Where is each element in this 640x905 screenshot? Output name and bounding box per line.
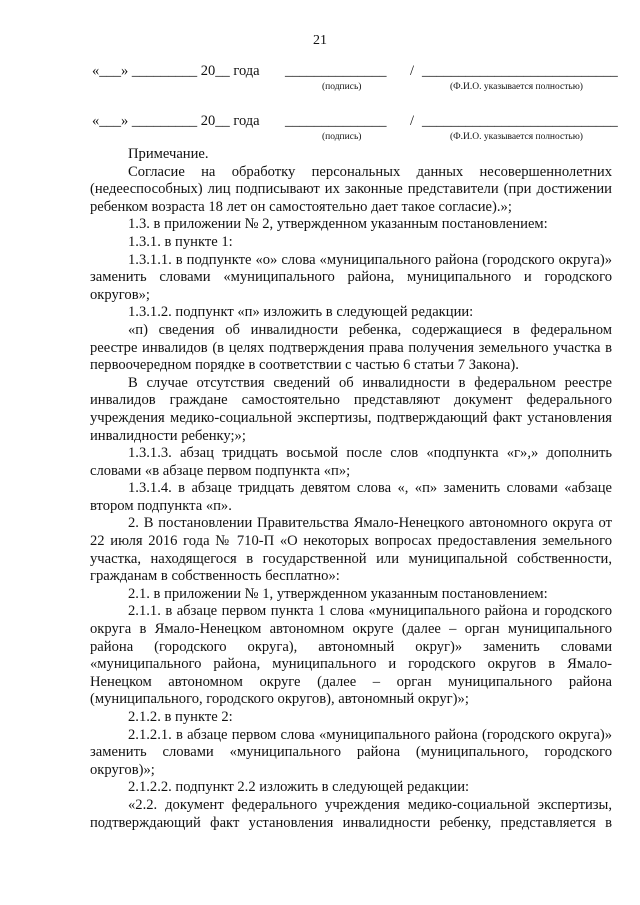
paragraph: 1.3.1.4. в абзаце тридцать девятом слова «, «п» заменить словами «абзаце втором подпункта «п».	[90, 480, 612, 514]
name-caption: (Ф.И.О. указывается полностью)	[450, 132, 583, 142]
slash: /	[410, 63, 415, 79]
paragraph: 1.3.1.2. подпункт «п» изложить в следующей редакции:	[128, 304, 474, 321]
paragraph: 1.3.1.1. в подпункте «о» слова «муниципального района (городского округа)» заменить словами «муниципального района, муниципального и городского округов»;	[90, 251, 612, 303]
paragraph: Примечание.	[128, 146, 209, 162]
name-blank: ___________________________	[422, 113, 618, 129]
paragraph: 2.1.1. в абзаце первом пункта 1 слова «муниципального района и городского округа в Ямало-Ненецком автономном округе (далее – орган муниципального района (городского округа), автономный округ)» заменить словами «муниципального района, муниципального и городского округов в Ямало-Ненецком автономном округе (далее – орган муниципального района (муниципального, городского округов), автономный округ)»;	[90, 603, 612, 708]
paragraph: «п) сведения об инвалидности ребенка, содержащиеся в федеральном реестре инвалидов (в целях подтверждения права получения земельного участка в первоочередном порядке в соответствии с частью 6 статьи 7 Закона).	[90, 321, 612, 374]
paragraph: 1.3.1.3. абзац тридцать восьмой после слов «подпункта «г»,» дополнить словами «в абзаце первом подпункта «п»;	[90, 445, 612, 479]
signature-caption: (подпись)	[322, 132, 362, 142]
date-template: «___» _________ 20__ года	[92, 113, 260, 129]
paragraph: 2.1.2.1. в абзаце первом слова «муниципального района (городского округа)» заменить словами «муниципального района (муниципального, городского округов)»;	[90, 726, 612, 778]
paragraph: Согласие на обработку персональных данных несовершеннолетних (недееспособных) лиц подписывают их законные представители (при достижении ребенком возраста 18 лет он самостоятельно дает такое согласие).»;	[90, 163, 612, 215]
name-blank: ___________________________	[422, 63, 618, 79]
page-number: 21	[313, 33, 327, 48]
signature-blank: ______________	[285, 113, 387, 129]
document-body	[90, 146, 612, 832]
paragraph: 2. В постановлении Правительства Ямало-Ненецкого автономного округа от 22 июля 2016 года № 710-П «О некоторых вопросах предоставления земельного участка, находящегося в государственной или муниципальной собственности, гражданам в собственность бесплатно»:	[90, 515, 612, 585]
name-caption: (Ф.И.О. указывается полностью)	[450, 82, 583, 92]
paragraph: 1.3.1. в пункте 1:	[128, 233, 233, 250]
paragraph: 2.1.2. в пункте 2:	[128, 709, 233, 725]
paragraph: 1.3. в приложении № 2, утвержденном указанным постановлением:	[128, 216, 548, 233]
paragraph: 2.1.2.2. подпункт 2.2 изложить в следующей редакции:	[128, 779, 470, 796]
paragraph: В случае отсутствия сведений об инвалидности в федеральном реестре инвалидов граждане самостоятельно представляют документ федерального учреждения медико-социальной экспертизы, подтверждающий факт установления инвалидности ребенку;»;	[90, 374, 612, 444]
signature-line-1	[92, 63, 618, 103]
signature-caption: (подпись)	[322, 82, 362, 92]
slash: /	[410, 113, 415, 129]
paragraph: 2.1. в приложении № 1, утвержденном указанным постановлением:	[128, 585, 548, 602]
signature-blank: ______________	[285, 63, 387, 79]
date-template: «___» _________ 20__ года	[92, 63, 260, 79]
paragraph: «2.2. документ федерального учреждения медико-социальной экспертизы, подтверждающий факт установления инвалидности ребенку, представляется в	[90, 796, 612, 831]
